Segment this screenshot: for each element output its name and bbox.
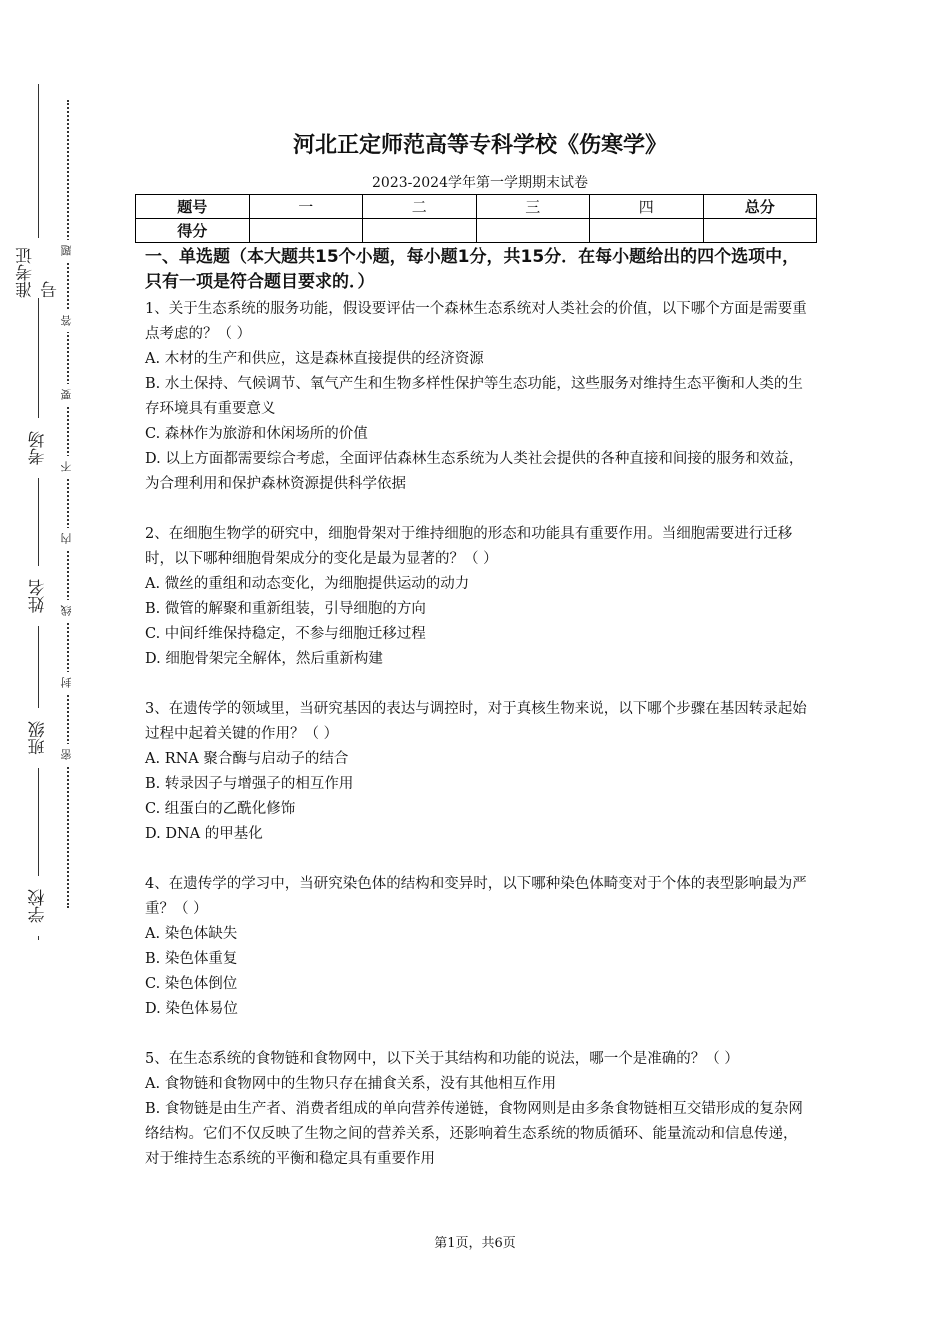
option-a: A. 微丝的重组和动态变化，为细胞提供运动的动力 [145,576,470,592]
name-label: 姓名 [20,566,56,626]
page-footer: 第1页，共6页 [434,1236,516,1251]
class-label: 班级 [20,708,56,768]
option-b: B. 食物链是由生产者、消费者组成的单向营养传递链，食物网则是由多条食物链相互交错形成的复杂网络结构。它们不仅反映了生物之间的营养关系，还影响着生态系统的物质循环、能量流动和信息传递，对于维持生态系统的平衡和稳定具有重要作用 [145,1101,803,1167]
score-cell [249,219,363,243]
score-header-cell: 一 [249,195,363,219]
score-cell [476,219,590,243]
question-3 [145,697,810,847]
option-b: B. 微管的解聚和重新组装，引导细胞的方向 [145,601,426,617]
option-c: C. 森林作为旅游和休闲场所的价值 [145,426,368,442]
seal-dotted-line [67,100,69,908]
seal-char: 答 [58,310,76,332]
option-d: D. 细胞骨架完全解体，然后重新构建 [145,651,383,667]
binding-margin [0,0,110,1344]
option-d: D. 染色体易位 [145,1001,238,1017]
margin-line [38,84,39,940]
option-d: D. 以上方面都需要综合考虑，全面评估森林生态系统为人类社会提供的各种直接和间接的服务和效益，为合理利用和保护森林资源提供科学依据 [145,451,804,492]
seal-char: 密 [58,744,76,766]
option-d: D. DNA 的甲基化 [145,826,263,842]
question-stem: 1、关于生态系统的服务功能，假设要评估一个森林生态系统对人类社会的价值，以下哪个方面是需要重点考虑的？（ ） [145,301,807,342]
score-header-cell: 二 [363,195,477,219]
exam-title: 河北正定师范高等专科学校《伤寒学》 [292,133,667,158]
option-a: A. RNA 聚合酶与启动子的结合 [145,751,349,767]
option-b: B. 转录因子与增强子的相互作用 [145,776,354,792]
section-title: 一、单选题（本大题共15个小题，每小题1分，共15分．在每小题给出的四个选项中，只有一项是符合题目要求的．） [145,247,800,292]
option-a: A. 染色体缺失 [145,926,238,942]
seal-char: 内 [58,528,76,550]
question-stem: 4、在遗传学的学习中，当研究染色体的结构和变异时，以下哪种染色体畸变对于个体的表型影响最为严重？（ ） [145,876,807,917]
exam-room-label: 考场 [20,418,56,478]
question-2 [145,522,810,672]
score-cell [703,219,817,243]
option-a: A. 木材的生产和供应，这是森林直接提供的经济资源 [145,351,484,367]
exam-content [145,245,810,1172]
option-b: B. 染色体重复 [145,951,238,967]
score-table-row [136,219,817,243]
option-a: A. 食物链和食物网中的生物只存在捕食关系，没有其他相互作用 [145,1076,557,1092]
option-b: B. 水土保持、气候调节、氧气产生和生物多样性保护等生态功能，这些服务对维持生态平衡和人类的生存环境具有重要意义 [145,376,803,417]
seal-char: 线 [58,600,76,622]
score-header-cell: 总分 [703,195,817,219]
score-cell [363,219,477,243]
seal-char: 要 [58,384,76,406]
option-c: C. 中间纤维保持稳定，不参与细胞迁移过程 [145,626,426,642]
option-c: C. 组蛋白的乙酰化修饰 [145,801,296,817]
exam-subtitle: 2023-2024学年第一学期期末试卷 [372,175,588,191]
score-cell [590,219,704,243]
question-stem: 5、在生态系统的食物链和食物网中，以下关于其结构和功能的说法，哪一个是准确的？（ ） [145,1051,739,1067]
school-label: 学校 [20,876,56,936]
question-5 [145,1047,810,1172]
seal-char: 封 [58,672,76,694]
score-header-cell: 三 [476,195,590,219]
option-c: C. 染色体倒位 [145,976,238,992]
seal-char: 题 [58,240,76,262]
score-row-label: 得分 [136,219,250,243]
score-table [135,194,817,243]
score-header-cell: 四 [590,195,704,219]
exam-id-label: 准考证号 [20,238,56,298]
score-table-header-row [136,195,817,219]
question-stem: 2、在细胞生物学的研究中，细胞骨架对于维持细胞的形态和功能具有重要作用。当细胞需要进行迁移时，以下哪种细胞骨架成分的变化是最为显著的？（ ） [145,526,793,567]
question-1 [145,297,810,497]
score-header-cell: 题号 [136,195,250,219]
question-stem: 3、在遗传学的领域里，当研究基因的表达与调控时，对于真核生物来说，以下哪个步骤在基因转录起始过程中起着关键的作用？（ ） [145,701,807,742]
question-4 [145,872,810,1022]
seal-char: 不 [58,456,76,478]
